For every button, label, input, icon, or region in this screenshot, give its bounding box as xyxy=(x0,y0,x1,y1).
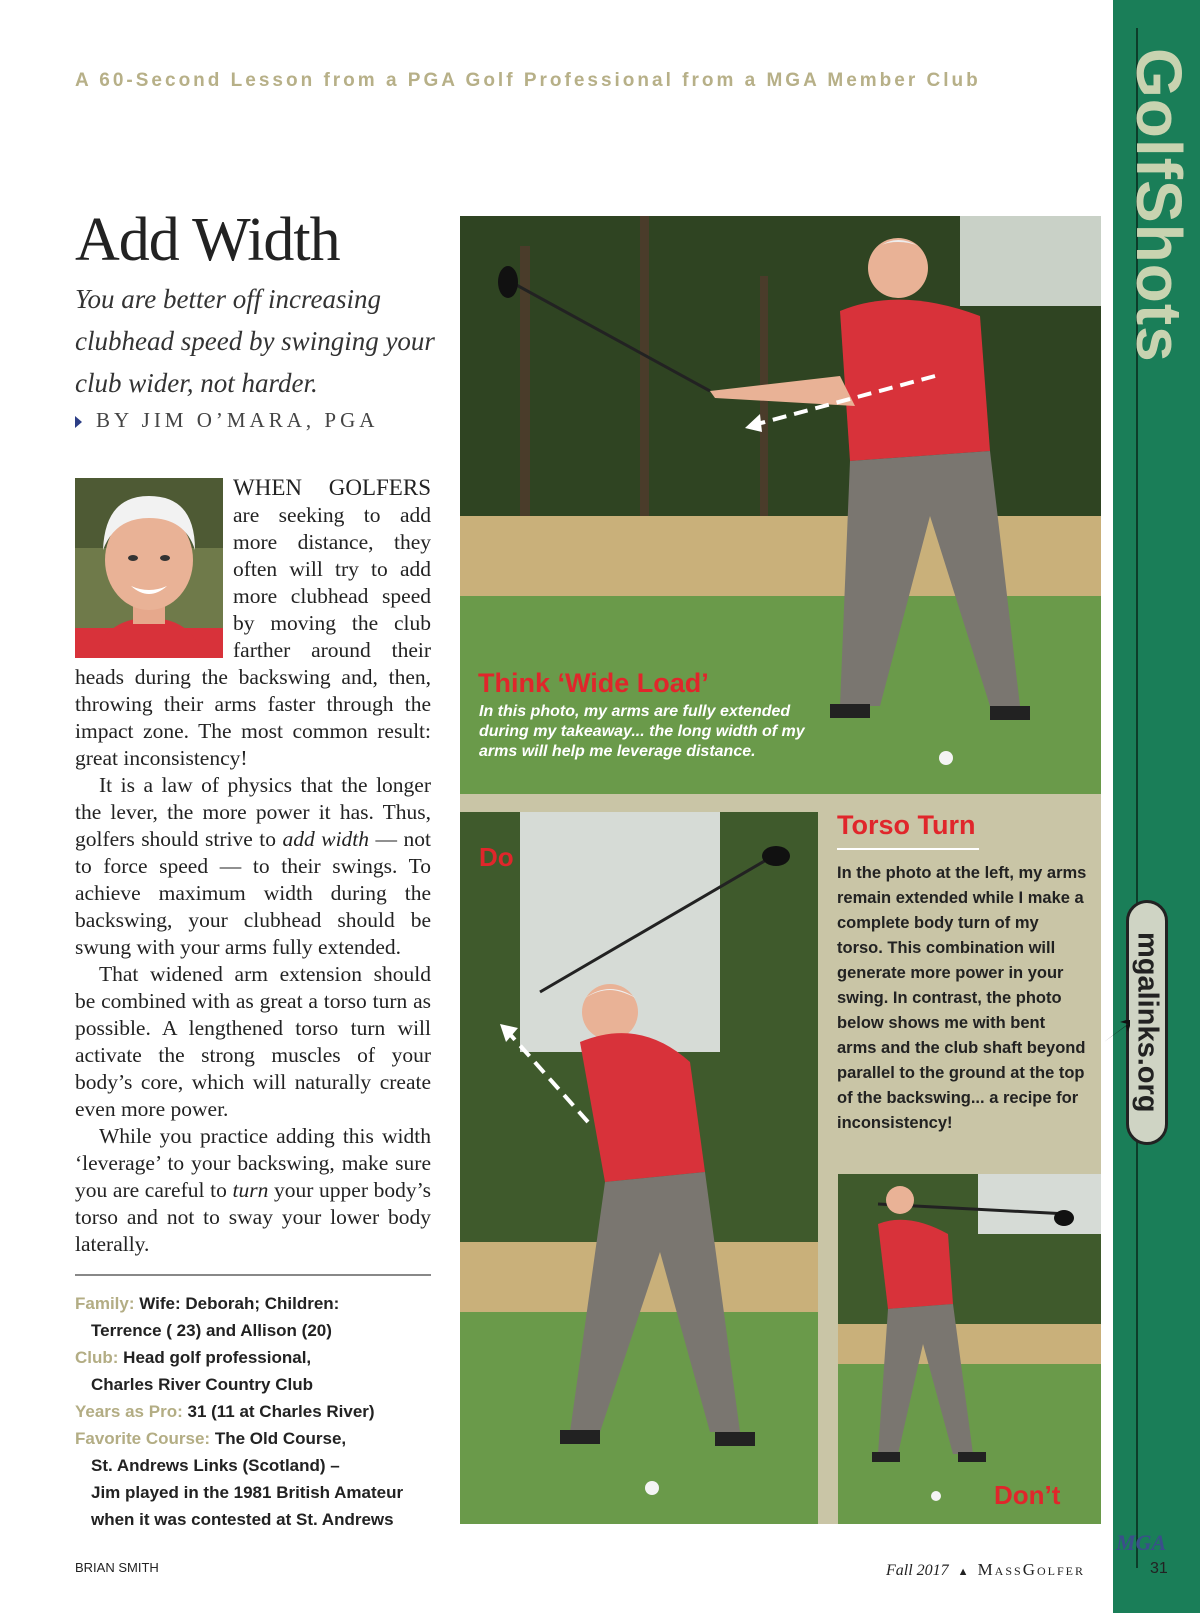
article-deck: You are better off increasing clubhead speed by swinging your club wider, not harder. xyxy=(75,284,435,398)
torso-turn-rule xyxy=(837,848,979,850)
bullet-icon xyxy=(75,416,82,428)
wide-load-caption: In this photo, my arms are fully extended during my takeaway... the long width of my arms will help me leverage distance. xyxy=(479,703,805,760)
website-link[interactable] xyxy=(1126,900,1168,1145)
torso-turn-title: Torso Turn xyxy=(837,810,976,840)
paragraph: WHEN GOLFERS are seeking to add more distance, they often will try to add more clubhead speed by moving the club farther around their heads during the backswing and, then, throwing their arms faster through the impact zone. The most common result: great inconsistency! xyxy=(75,475,431,770)
photo-credit: BRIAN SMITH xyxy=(75,1560,159,1575)
article-title: Add Width xyxy=(75,206,340,274)
paragraph: That widened arm extension should be combined with as great a torso turn as possible. A lengthened torso turn will activate the strong muscles of your body’s core, which will naturally create even more power. xyxy=(75,962,431,1121)
magazine-name: MassGolfer xyxy=(977,1560,1085,1579)
mga-logo: MGA xyxy=(1116,1530,1167,1555)
lead-in: WHEN GOLFERS xyxy=(233,475,431,500)
section-kicker: A 60-Second Lesson from a PGA Golf Professional from a MGA Member Club xyxy=(75,70,981,91)
sidebar-section-title: GolfShots xyxy=(1123,48,1195,363)
page-number: 31 xyxy=(1150,1560,1168,1577)
author-bio: Family: Wife: Deborah; Children: Terrence ( 23) and Allison (20) Club: Head golf professional, Charles River Country Club Years as Pro: 31 (11 at Charles River) Favorite Course: The Old Course, St. Andrews Links (Scotland) – Jim played in the 1981 British Amateur when it was contested at St. Andrews xyxy=(75,1294,404,1529)
do-photo xyxy=(460,812,818,1524)
article-body xyxy=(75,474,431,1258)
triangle-icon: ▲ xyxy=(957,1566,969,1578)
byline xyxy=(75,408,378,433)
divider xyxy=(75,1274,431,1276)
dont-label: Don’t xyxy=(994,1480,1061,1510)
torso-turn-text: In the photo at the left, my arms remain extended while I make a complete body turn of my torso. This combination will generate more power in your swing. In contrast, the photo below shows me with bent arms and the club shaft beyond parallel to the ground at the top of the backswing... a recipe for inconsistency! xyxy=(837,864,1087,1132)
issue-season: Fall 2017 xyxy=(886,1562,949,1579)
issue-line xyxy=(886,1560,1085,1580)
do-label: Do xyxy=(479,842,514,872)
dont-photo xyxy=(838,1174,1101,1524)
website-url: mgalinks.org xyxy=(1131,932,1164,1113)
paragraph: It is a law of physics that the longer the lever, the more power it has. Thus, golfers should strive to add width — not to force speed — to their swings. To achieve maximum width during the backswing, your clubhead should be swung with your arms fully extended. xyxy=(75,773,431,959)
cursor-arrow-icon xyxy=(1102,1018,1132,1044)
byline-text: BY JIM O’MARA, PGA xyxy=(96,408,379,432)
wide-load-title: Think ‘Wide Load’ xyxy=(478,668,709,698)
paragraph: While you practice adding this width ‘leverage’ to your backswing, make sure you are careful to turn your upper body’s torso and not to sway your lower body laterally. xyxy=(75,1124,432,1256)
